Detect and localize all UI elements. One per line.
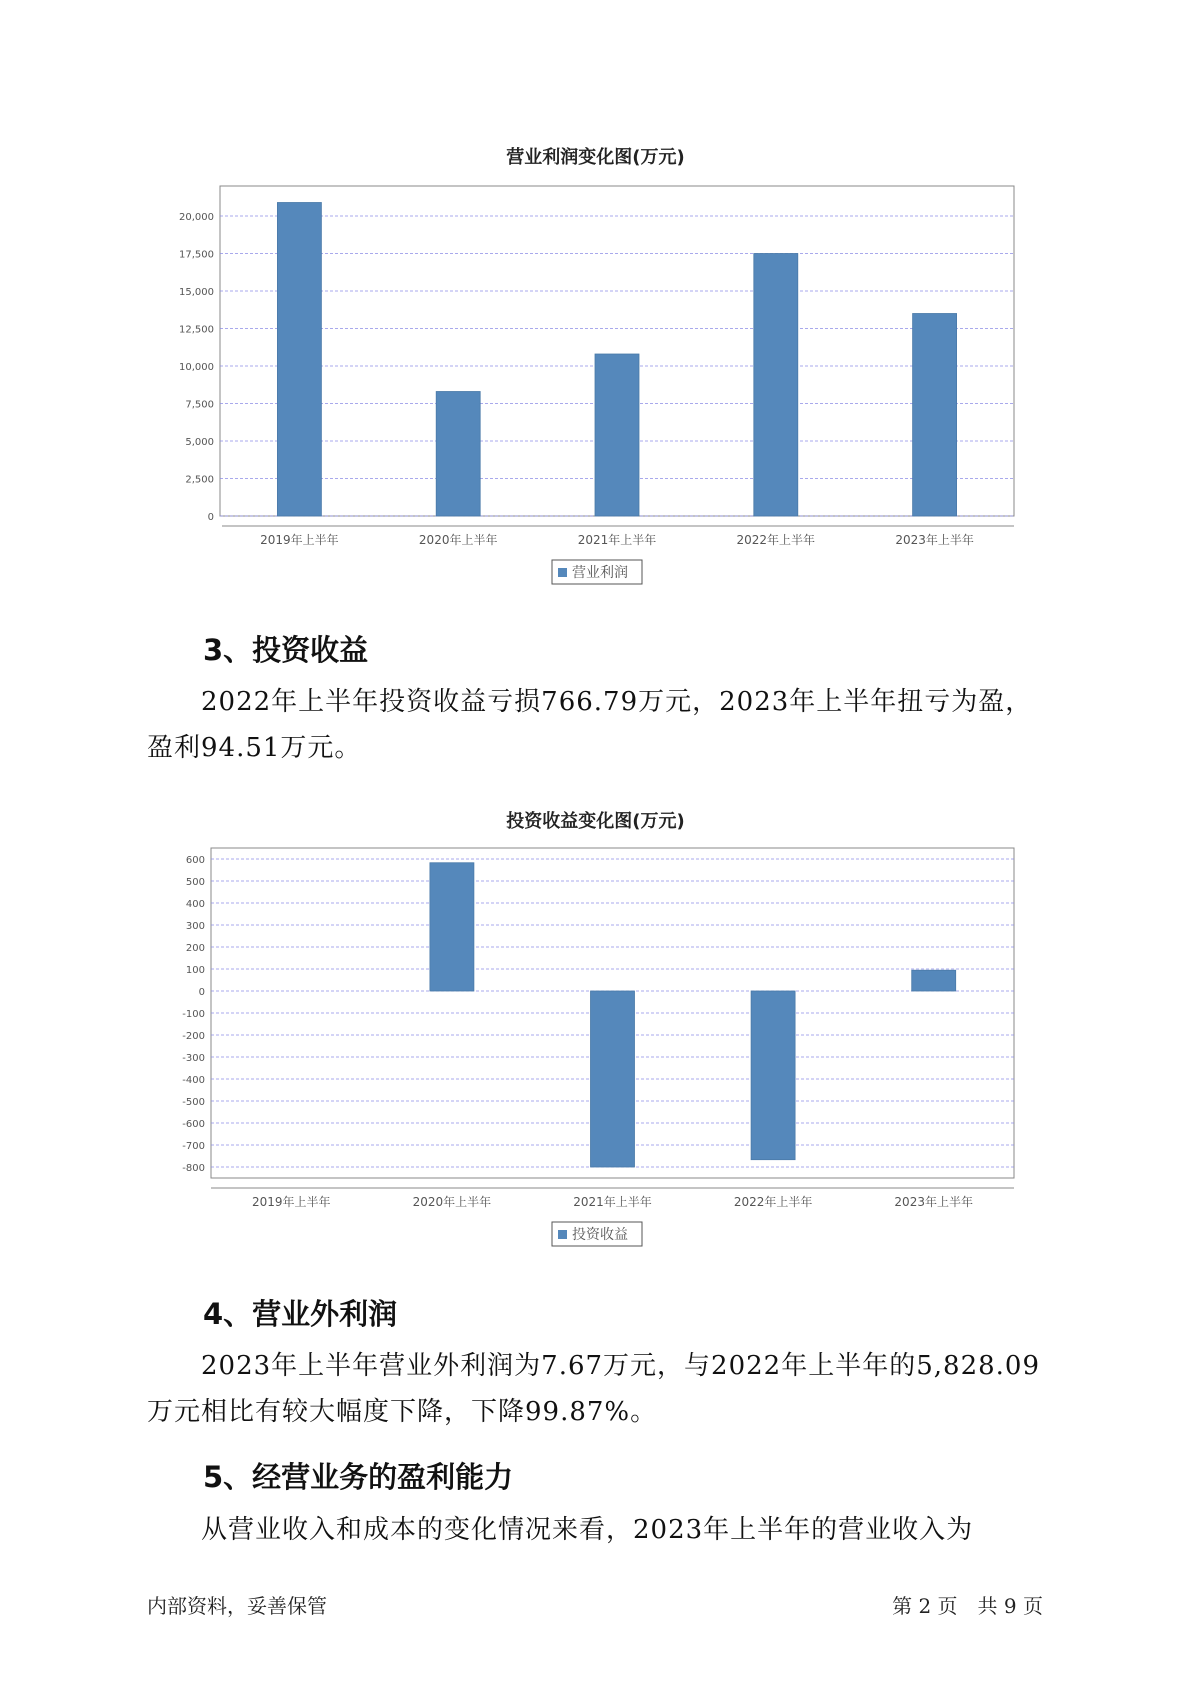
y-tick-label: 300 (185, 921, 205, 932)
y-tick-label: -800 (182, 1163, 205, 1174)
y-tick-label: 100 (185, 965, 205, 976)
y-tick-label: -700 (182, 1141, 205, 1152)
legend-label: 营业利润 (572, 565, 628, 581)
operating-profit-chart (0, 170, 1191, 600)
bar-2023年上半年 (912, 970, 956, 991)
x-tick-label: 2019年上半年 (252, 1195, 331, 1209)
x-tick-label: 2022年上半年 (736, 533, 816, 547)
y-tick-label: 12,500 (179, 324, 214, 336)
y-tick-label: 10,000 (179, 362, 214, 373)
legend-label: 投资收益 (572, 1227, 628, 1243)
legend (552, 560, 642, 584)
y-tick-label: -400 (182, 1075, 205, 1086)
bar-2020年上半年 (436, 392, 480, 517)
section-4-text: 2023年上半年营业外利润为7.67万元，与2022年上半年的5,828.09万元相比有较大幅度下降，下降99.87%。 (147, 1351, 1041, 1427)
legend-swatch (558, 1230, 567, 1239)
y-tick-label: 20,000 (179, 212, 214, 223)
bar-2022年上半年 (754, 254, 798, 517)
legend-swatch (558, 568, 567, 577)
y-tick-label: 600 (185, 855, 205, 866)
bar-2019年上半年 (277, 203, 321, 517)
y-tick-label: -600 (182, 1119, 205, 1130)
bar-2023年上半年 (913, 314, 957, 517)
section-3-heading: 3、投资收益 (203, 633, 369, 667)
y-tick-label: 15,000 (179, 287, 214, 298)
section-5-heading: 5、经营业务的盈利能力 (203, 1460, 514, 1494)
bar-2021年上半年 (591, 991, 635, 1167)
y-tick-label: 5,000 (185, 437, 214, 448)
x-tick-label: 2023年上半年 (895, 533, 974, 547)
x-tick-label: 2021年上半年 (577, 533, 657, 547)
chart2-title: 投资收益变化图(万元) (506, 811, 685, 832)
bar-2021年上半年 (595, 354, 639, 516)
y-tick-label: 2,500 (185, 474, 214, 486)
y-tick-label: 17,500 (179, 249, 214, 261)
section-5-text: 从营业收入和成本的变化情况来看，2023年上半年的营业收入为 (201, 1515, 974, 1545)
y-tick-label: -500 (182, 1097, 205, 1108)
y-tick-label: 0 (207, 512, 214, 523)
bar-2020年上半年 (430, 863, 474, 991)
investment-income-chart (0, 830, 1191, 1260)
y-tick-label: 400 (185, 899, 205, 910)
y-tick-label: -200 (182, 1031, 205, 1042)
page-number: 第 2 页 共 9 页 (892, 1594, 1043, 1618)
section-4-heading: 4、营业外利润 (203, 1297, 398, 1331)
y-tick-label: 200 (185, 943, 205, 954)
y-tick-label: 0 (198, 987, 205, 998)
x-tick-label: 2023年上半年 (894, 1195, 973, 1209)
x-tick-label: 2020年上半年 (412, 1195, 492, 1209)
section-3-text: 2022年上半年投资收益亏损766.79万元，2023年上半年扭亏为盈，盈利94.51万元。 (147, 687, 1033, 763)
bar-2022年上半年 (751, 991, 795, 1160)
x-tick-label: 2021年上半年 (573, 1195, 652, 1209)
x-tick-label: 2020年上半年 (418, 533, 498, 547)
footer-note: 内部资料，妥善保管 (147, 1594, 327, 1618)
y-tick-label: 7,500 (185, 399, 214, 411)
y-tick-label: -300 (182, 1053, 205, 1064)
x-tick-label: 2022年上半年 (733, 1195, 813, 1209)
chart1-title: 营业利润变化图(万元) (506, 147, 685, 168)
y-tick-label: -100 (182, 1009, 205, 1020)
legend (552, 1222, 642, 1246)
x-tick-label: 2019年上半年 (260, 533, 339, 547)
y-tick-label: 500 (185, 877, 205, 888)
